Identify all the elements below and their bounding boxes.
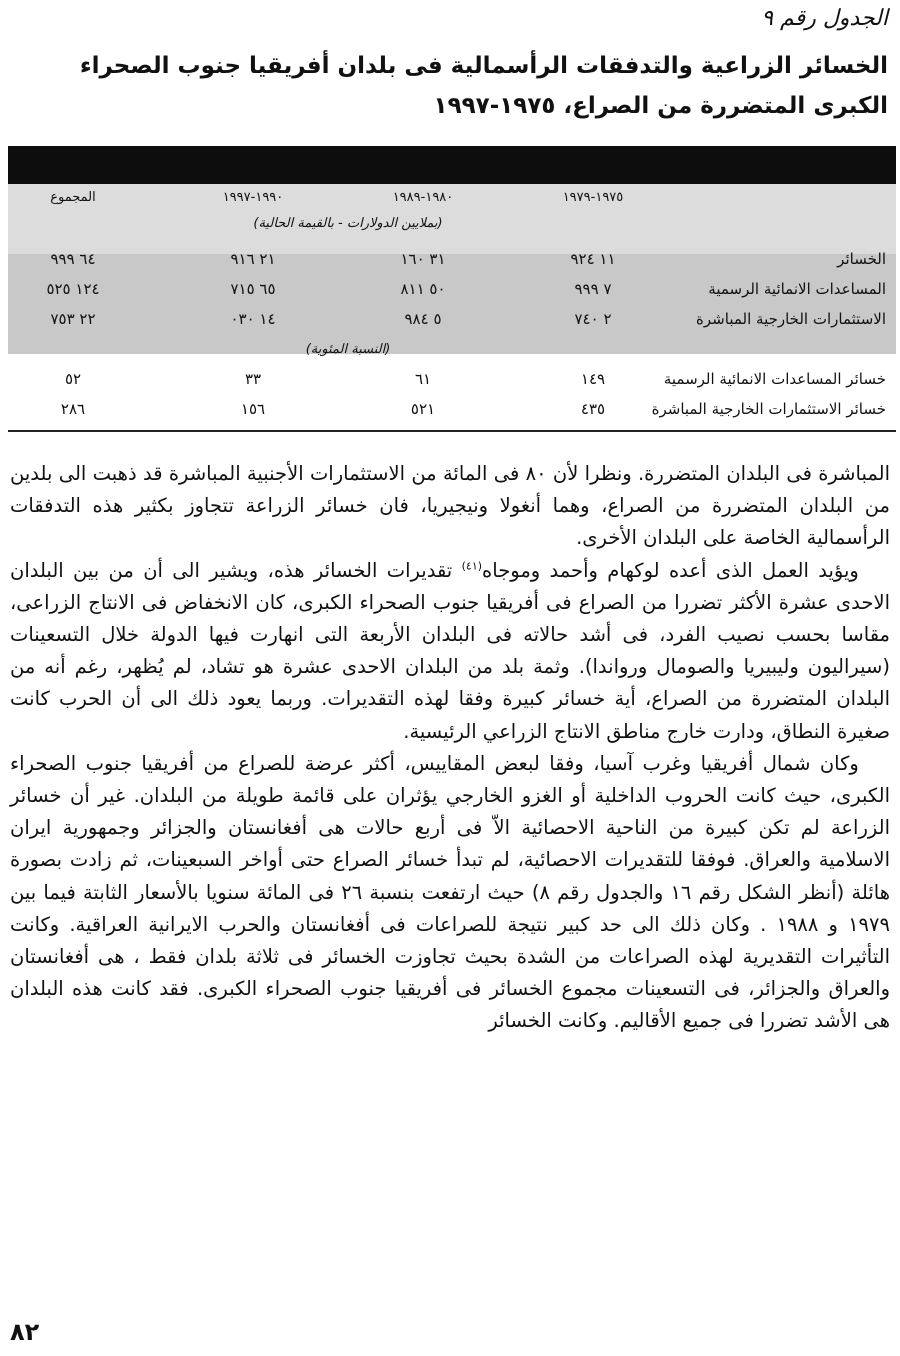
body-paragraph-2 bbox=[10, 555, 890, 748]
paragraph-2-rest: تقديرات الخسائر هذه، ويشير الى أن من بين البلدان الاحدى عشرة الأكثر تضررا من الصراع فى أفريقيا جنوب الصحراء الكبرى، كان الانخفاض فى الانتاج الزراعى، مقاسا بحسب نصيب الفرد، فى أشد حالاته فى البلدان الأربعة التى انهارت فيها الدولة خلال التسعينات (سيراليون وليبيريا والصومال ورواندا). وثمة بلد من البلدان الاحدى عشرة هو تشاد، لم يُظهر، رغم أنه من البلدان المتضررة من الصراع، أية خسائر كبيرة وفقا لهذه التقديرات. وربما يعود ذلك الى أن الحرب كانت صغيرة النطاق، ودارت خارج مناطق الانتاج الزراعي الرئيسية. bbox=[10, 558, 890, 743]
table-cell: ٥ ٩٨٤ bbox=[404, 310, 442, 328]
unit-note-millions: (بملايين الدولارات - بالقيمة الحالية) bbox=[253, 216, 443, 231]
table-cell: ٢ ٧٤٠ bbox=[574, 310, 612, 328]
table-cell: ٥٢ bbox=[64, 370, 82, 388]
column-header-1980-1989: ١٩٨٠-١٩٨٩ bbox=[392, 190, 454, 205]
table-cell: ٣١ ١٦٠ bbox=[400, 250, 446, 268]
table-absolute-values-band bbox=[8, 254, 896, 354]
row-label-oda: المساعدات الانمائية الرسمية bbox=[708, 280, 886, 298]
body-paragraph-1: المباشرة فى البلدان المتضررة. ونظرا لأن ٨٠ فى المائة من الاستثمارات الأجنبية المباشرة قد ذهبت الى بلدين من البلدان المتضررة من الصراع، وهما أنغولا ونيجيريا، فان خسائر الزراعة تتجاوز بكثير هذه التدفقات الرأسمالية الخاصة على البلدان الأخرى. bbox=[10, 462, 890, 550]
table-cell: ٦٥ ٧١٥ bbox=[230, 280, 276, 298]
column-header-1975-1979: ١٩٧٥-١٩٧٩ bbox=[562, 190, 624, 205]
paragraph-2-start: ويؤيد العمل الذى أعده لوكهام وأحمد وموجاه bbox=[482, 558, 859, 582]
row-label-losses: الخسائر bbox=[837, 250, 886, 268]
table-header-bar bbox=[8, 146, 896, 184]
table-cell: ٢١ ٩١٦ bbox=[230, 250, 276, 268]
table-number-label: الجدول رقم ٩ bbox=[761, 6, 888, 31]
column-header-1990-1997: ١٩٩٠-١٩٩٧ bbox=[222, 190, 284, 205]
table-cell: ٥٠ ٨١١ bbox=[400, 280, 446, 298]
page-number: ٨٢ bbox=[10, 1318, 40, 1346]
table-cell: ٦٤ ٩٩٩ bbox=[50, 250, 96, 268]
column-header-total: المجموع bbox=[50, 190, 96, 205]
table-cell: ٦١ bbox=[414, 370, 432, 388]
table-title: الخسائر الزراعية والتدفقات الرأسمالية فى بلدان أفريقيا جنوب الصحراء الكبرى المتضررة من الصراع، ١٩٧٥-١٩٩٧ bbox=[79, 53, 888, 119]
body-text bbox=[10, 458, 890, 1038]
table-cell: ٧ ٩٩٩ bbox=[574, 280, 612, 298]
table-cell: ١٤٩ bbox=[580, 370, 606, 388]
table-cell: ٢٨٦ bbox=[60, 400, 86, 418]
table-cell: ١١ ٩٢٤ bbox=[570, 250, 616, 268]
table-cell: ٥٢١ bbox=[410, 400, 436, 418]
table-cell: ١٥٦ bbox=[240, 400, 266, 418]
table-cell: ٢٢ ٧٥٣ bbox=[50, 310, 96, 328]
footnote-reference: (٤١) bbox=[461, 559, 483, 573]
row-label-fdi: الاستثمارات الخارجية المباشرة bbox=[696, 310, 886, 328]
table-cell: ١٢٤ ٥٢٥ bbox=[46, 280, 100, 298]
unit-note-percent: (النسبة المئوية) bbox=[305, 342, 391, 357]
body-paragraph-3: وكان شمال أفريقيا وغرب آسيا، وفقا لبعض المقاييس، أكثر عرضة للصراع من أفريقيا جنوب الصحراء الكبرى، حيث كانت الحروب الداخلية أو الغزو الخارجي يؤثران على قائمة طويلة من البلدان. غير أن خسائر الزراعة لم تكن كبيرة من الناحية الاحصائية الاّ فى أربع حالات هى أفغانستان والجزائر وجمهورية ايران الاسلامية والعراق. فوفقا للتقديرات الاحصائية، لم تبدأ خسائر الصراع حتى أواخر السبعينات، ثم زادت بصورة هائلة (أنظر الشكل رقم ١٦ والجدول رقم ٨) حيث ارتفعت بنسبة ٢٦ فى المائة سنويا بالأسعار الثابتة فيما بين ١٩٧٩ و ١٩٨٨ . وكان ذلك الى حد كبير نتيجة للصراعات فى أفغانستان والحرب الايرانية العراقية. وكانت التأثيرات التقديرية لهذه الصراعات من الشدة بحيث تجاوزت الخسائر فى ثلاثة بلدان فقط ، هى أفغانستان والعراق والجزائر، فى التسعينات مجموع الخسائر فى أفريقيا جنوب الصحراء الكبرى. فقد كانت هذه البلدان هى الأشد تضررا فى جميع الأقاليم. وكانت الخسائر bbox=[10, 751, 890, 1033]
table-cell: ٣٣ bbox=[244, 370, 262, 388]
row-label-oda-losses: خسائر المساعدات الانمائية الرسمية bbox=[663, 370, 886, 388]
table-cell: ٤٣٥ bbox=[580, 400, 606, 418]
data-table bbox=[8, 146, 896, 432]
row-label-fdi-losses: خسائر الاستثمارات الخارجية المباشرة bbox=[651, 400, 886, 418]
table-cell: ١٤ ٠٣٠ bbox=[230, 310, 276, 328]
table-bottom-rule bbox=[8, 430, 896, 432]
